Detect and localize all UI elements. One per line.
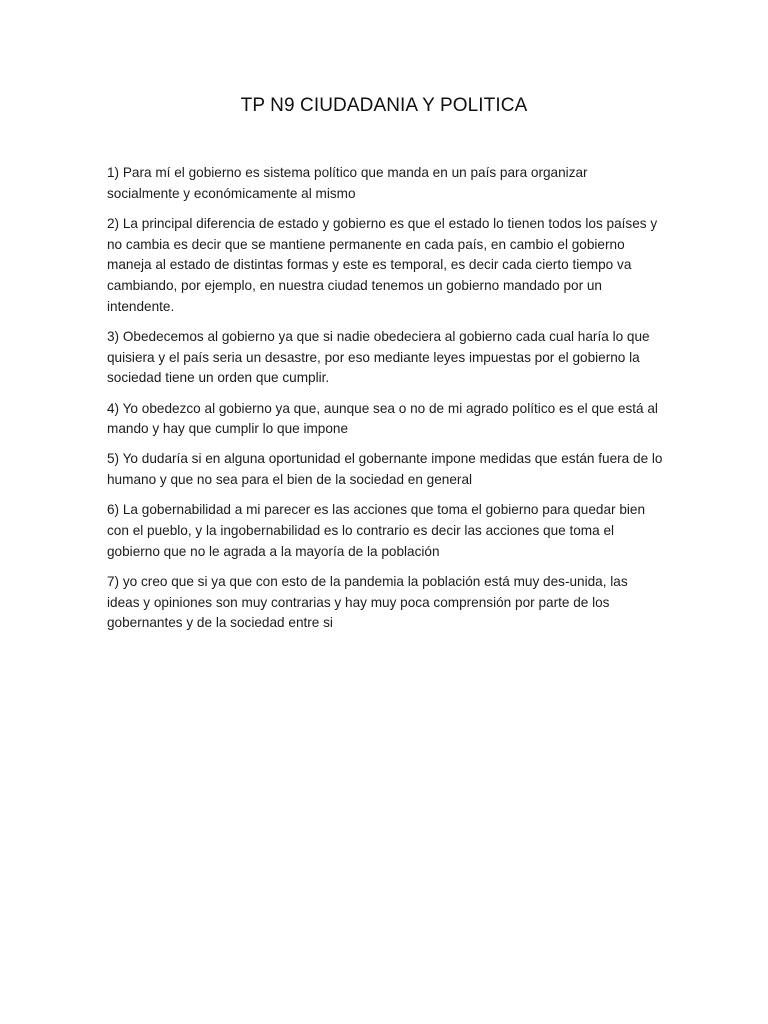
document-title: TP N9 CIUDADANIA Y POLITICA <box>240 95 528 116</box>
paragraph-6: 6) La gobernabilidad a mi parecer es las acciones que toma el gobierno para quedar bien con el pueblo, y la ingobernabilidad es lo contrario es decir las acciones que toma el gobierno que no le agrada a la mayoría de la población <box>107 502 646 559</box>
paragraph-2: 2) La principal diferencia de estado y gobierno es que el estado lo tienen todos los países y no cambia es decir que se mantiene permanente en cada país, en cambio el gobierno maneja al estado de distintas formas y este es temporal, es decir cada cierto tiempo va cambiando, por ejemplo, en nuestra ciudad tenemos un gobierno mandado por un intendente. <box>107 215 658 314</box>
paragraph-1: 1) Para mí el gobierno es sistema político que manda en un país para organizar socialmente y económicamente al mismo <box>107 165 588 201</box>
paragraph-5: 5) Yo dudaría si en alguna oportunidad el gobernante impone medidas que están fuera de lo humano y que no sea para el bien de la sociedad en general <box>107 451 663 488</box>
paragraph-7: 7) yo creo que si ya que con esto de la pandemia la población está muy des-unida, las ideas y opiniones son muy contrarias y hay muy poca comprensión por parte de los gobernantes y de la sociedad entre si <box>107 573 628 631</box>
document-body <box>107 163 663 644</box>
paragraph-4: 4) Yo obedezco al gobierno ya que, aunque sea o no de mi agrado político es el que está al mando y hay que cumplir lo que impone <box>107 400 658 437</box>
paragraph-3: 3) Obedecemos al gobierno ya que si nadie obedeciera al gobierno cada cual haría lo que quisiera y el país seria un desastre, por eso mediante leyes impuestas por el gobierno la sociedad tiene un orden que cumplir. <box>107 328 650 386</box>
